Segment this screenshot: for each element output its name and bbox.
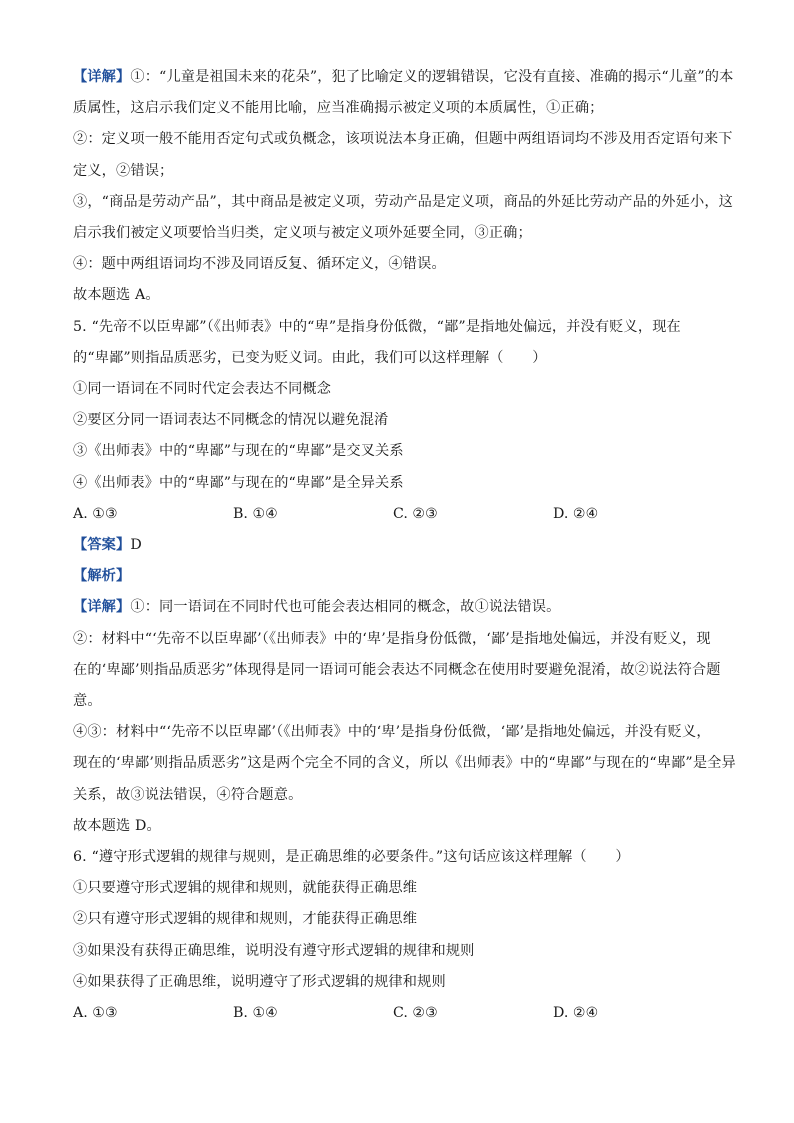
answer-value: D	[130, 537, 142, 554]
detail-tag: 【详解】	[73, 599, 131, 616]
q6-options	[73, 998, 723, 1029]
q4-detail-line-7: ④：题中两组语词均不涉及同语反复、循环定义，④错误。	[73, 256, 446, 273]
document-page	[73, 62, 736, 1029]
q5-stem-line-1: 5. “先帝不以臣卑鄙”（《出师表》中的“卑”是指身份低微，“鄙”是指地处偏远，并没有贬义，现在	[73, 318, 681, 335]
q5-detail-line-2: ②：材料中“‘先帝不以臣卑鄙’（《出师表》中的‘卑’是指身份低微，‘鄙’是指地处偏远，并没有贬义，现	[73, 630, 711, 647]
q4-conclusion: 故本题选 A。	[73, 287, 160, 304]
q4-detail-line-4: 定义，②错误；	[73, 162, 174, 179]
q6-item-1: ①只要遵守形式逻辑的规律和规则，就能获得正确思维	[73, 880, 418, 897]
q6-item-3: ③如果没有获得正确思维，说明没有遵守形式逻辑的规律和规则	[73, 942, 475, 959]
q5-option-a: A. ①③	[73, 505, 118, 522]
q5-stem-line-2: 的“卑鄙”则指品质恶劣，已变为贬义词。由此，我们可以这样理解（ ）	[73, 349, 547, 366]
analysis-tag: 【解析】	[73, 568, 131, 585]
q4-detail-line-3: ②：定义项一般不能用否定句式或负概念，该项说法本身正确，但题中两组语词均不涉及用否定语句来下	[73, 131, 733, 148]
q6-option-c: C. ②③	[393, 1005, 438, 1022]
q4-detail-line-1: 【详解】①：“儿童是祖国未来的花朵”，犯了比喻定义的逻辑错误，它没有直接、准确的揭示“儿童”的本	[73, 69, 734, 85]
q5-item-1: ①同一语词在不同时代定会表达不同概念	[73, 381, 332, 398]
q5-detail-line-1: 【详解】①：同一语词在不同时代也可能会表达相同的概念，故①说法错误。	[73, 599, 561, 616]
q4-detail-line-5: ③，“商品是劳动产品”，其中商品是被定义项，劳动产品是定义项，商品的外延比劳动产品的外延小，这	[73, 193, 733, 210]
q5-detail-line-5: ④③：材料中“‘先帝不以臣卑鄙’（《出师表》中的‘卑’是指身份低微，‘鄙’是指地处偏远，并没有贬义，	[73, 724, 711, 741]
q5-option-c: C. ②③	[393, 505, 438, 522]
q5-option-b: B. ①④	[233, 505, 278, 522]
q5-detail-line-4: 意。	[73, 693, 102, 710]
q6-item-4: ④如果获得了正确思维，说明遵守了形式逻辑的规律和规则	[73, 973, 446, 990]
answer-tag: 【答案】	[73, 537, 131, 554]
q5-detail-line-6: 现在的‘卑鄙’则指品质恶劣”这是两个完全不同的含义，所以《出师表》中的“卑鄙”与现在的“卑鄙”是全异	[73, 755, 736, 772]
q4-detail-line-6: 启示我们被定义项要恰当归类，定义项与被定义项外延要全同，③正确；	[73, 225, 532, 242]
q5-answer	[73, 530, 723, 561]
q6-option-d: D. ②④	[553, 1005, 599, 1022]
q5-options	[73, 499, 723, 530]
q6-item-2: ②只有遵守形式逻辑的规律和规则，才能获得正确思维	[73, 911, 418, 928]
q4-detail-line-2: 质属性，这启示我们定义不能用比喻，应当准确揭示被定义项的本质属性，①正确；	[73, 100, 604, 117]
q5-analysis-heading	[73, 561, 723, 592]
q5-detail-line-3: 在的‘卑鄙’则指品质恶劣”体现得是同一语词可能会表达不同概念在使用时要避免混淆，故②说法符合题	[73, 661, 721, 678]
q6-stem: 6. “遵守形式逻辑的规律与规则，是正确思维的必要条件。”这句话应该这样理解（ ）	[73, 849, 630, 866]
q6-option-b: B. ①④	[233, 1005, 278, 1022]
q5-detail-line-7: 关系，故③说法错误，④符合题意。	[73, 786, 303, 803]
q6-option-a: A. ①③	[73, 1005, 118, 1022]
detail-tag: 【详解】	[73, 69, 131, 85]
q5-option-d: D. ②④	[553, 505, 599, 522]
q5-item-4: ④《出师表》中的“卑鄙”与现在的“卑鄙”是全异关系	[73, 474, 404, 491]
q5-item-3: ③《出师表》中的“卑鄙”与现在的“卑鄙”是交叉关系	[73, 443, 404, 460]
q5-item-2: ②要区分同一语词表达不同概念的情况以避免混淆	[73, 412, 389, 429]
q5-conclusion: 故本题选 D。	[73, 817, 161, 834]
